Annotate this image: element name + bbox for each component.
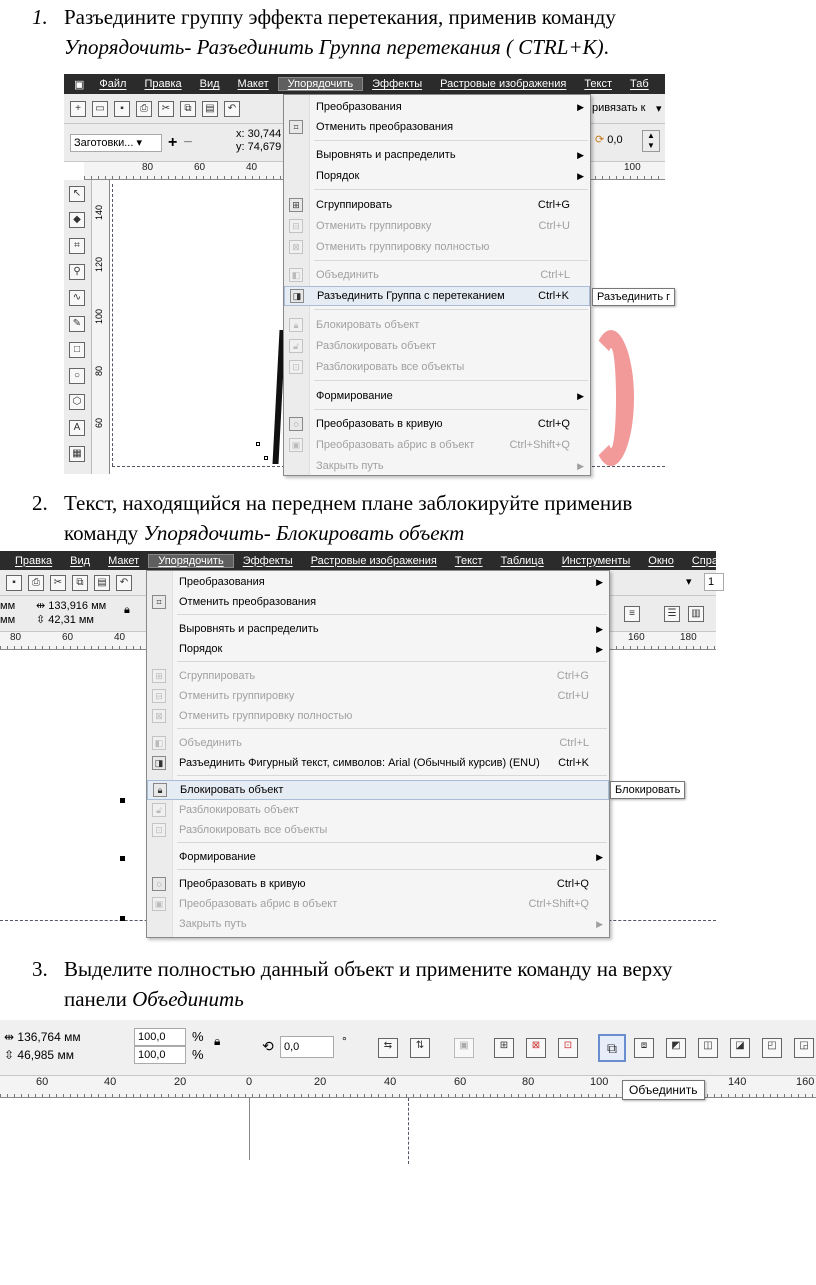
width-field[interactable] xyxy=(4,1028,81,1046)
height-icon: ⇳ xyxy=(4,1048,15,1062)
combine-icon[interactable]: ⧉ xyxy=(598,1034,626,1062)
ruler-label: 60 xyxy=(194,162,206,173)
print-icon[interactable]: ⎙ xyxy=(28,575,44,591)
screenshot-1 xyxy=(64,74,671,474)
copy-icon[interactable]: ⧉ xyxy=(180,101,196,117)
ruler-label: 0 xyxy=(246,1076,253,1088)
menu-item-label: Закрыть путь xyxy=(316,460,384,472)
group-icon: ⊞ xyxy=(152,669,166,683)
angle-field[interactable] xyxy=(595,133,623,146)
menu-item-label: Порядок xyxy=(316,170,360,182)
break-apart-icon: ◨ xyxy=(152,756,166,770)
width-icon: ⇹ xyxy=(4,1030,15,1044)
menu-item-close-path[interactable] xyxy=(147,914,609,934)
menu-item-break-apart[interactable] xyxy=(284,286,590,306)
shape-tool-icon[interactable]: ◆ xyxy=(69,212,85,228)
align-text-icon[interactable]: ≡ xyxy=(624,606,640,622)
screenshot-3 xyxy=(0,1012,816,1164)
ruler-label: 60 xyxy=(62,632,74,643)
height-field[interactable] xyxy=(36,613,106,627)
ruler-label: 80 xyxy=(10,632,22,643)
menu-item-label: Разблокировать объект xyxy=(179,804,299,816)
menu-item-label: Отменить группировку xyxy=(316,220,432,232)
menu-view[interactable]: Вид xyxy=(199,78,220,90)
width-icon: ⇹ xyxy=(36,600,46,612)
menu-shortcut: Ctrl+Shift+Q xyxy=(509,439,570,451)
menu-item-group[interactable] xyxy=(284,195,590,215)
ruler-label: 180 xyxy=(680,632,697,643)
chevron-down-icon[interactable]: ▾ xyxy=(686,576,692,588)
ruler-label: 80 xyxy=(142,162,154,173)
step-command: Упорядочить- Разъединить Группа перетекания ( CTRL+K) xyxy=(64,35,604,59)
clear-transform-icon: ⌗ xyxy=(289,120,303,134)
ruler-label: 60 xyxy=(36,1076,49,1088)
menu-item-label: Разъединить Фигурный текст, символов: Arial (Обычный курсив) (ENU) xyxy=(179,757,540,769)
open-icon[interactable]: ▭ xyxy=(92,101,108,117)
width-field[interactable] xyxy=(36,599,106,613)
menu-separator xyxy=(177,614,607,615)
menu-item-label: Разъединить Группа с перетеканием xyxy=(317,290,505,302)
menu-item-label: Объединить xyxy=(316,269,379,281)
menu-item-label: Выровнять и распределить xyxy=(316,149,456,161)
selection-handle[interactable] xyxy=(264,456,268,460)
step-3 xyxy=(32,954,792,1014)
lock-ratio-icon[interactable]: 🔒︎ xyxy=(214,1034,221,1048)
menu-item-transformations[interactable] xyxy=(284,97,590,117)
convert-curves-icon: ◌ xyxy=(152,877,166,891)
menu-separator xyxy=(314,309,588,310)
menu-layout[interactable]: Макет xyxy=(108,554,140,567)
columns-icon[interactable]: ▥ xyxy=(688,606,704,622)
scale-y-field[interactable]: 100,0 xyxy=(134,1046,186,1064)
vruler-label: 80 xyxy=(94,365,104,376)
menu-item-ungroup-all[interactable] xyxy=(147,706,609,726)
simplify-icon[interactable]: ◪ xyxy=(730,1038,750,1058)
menu-separator xyxy=(314,409,588,410)
trim-icon[interactable]: ◩ xyxy=(666,1038,686,1058)
menu-view[interactable]: Вид xyxy=(70,554,91,567)
menu-shortcut: Ctrl+L xyxy=(540,269,570,281)
menu-shortcut: Ctrl+G xyxy=(556,670,589,682)
intersect-icon[interactable]: ◫ xyxy=(698,1038,718,1058)
lock-icon: 🔒︎ xyxy=(153,783,167,797)
menu-shortcut: Ctrl+L xyxy=(559,737,589,749)
step-1 xyxy=(32,2,792,62)
menu-item-break-apart[interactable] xyxy=(147,753,609,773)
menu-edit[interactable]: Правка xyxy=(15,554,53,567)
menu-bitmaps[interactable]: Растровые изображения xyxy=(440,78,567,90)
undo-icon[interactable]: ↶ xyxy=(116,575,132,591)
scale-x-field[interactable]: 100,0 xyxy=(134,1028,186,1046)
step-text: Разъедините группу эффекта перетекания, применив команду xyxy=(64,5,616,29)
menu-item-label: Блокировать объект xyxy=(180,784,284,796)
clear-transform-icon: ⌗ xyxy=(152,595,166,609)
menu-item-label: Разблокировать все объекты xyxy=(179,824,328,836)
unlock-icon: 🔓︎ xyxy=(152,803,166,817)
step-2 xyxy=(32,488,792,548)
remove-preset-icon[interactable]: − xyxy=(183,133,193,151)
cut-icon[interactable]: ✂ xyxy=(50,575,66,591)
menu-item-ungroup[interactable] xyxy=(284,216,590,236)
vruler-label: 60 xyxy=(94,417,104,428)
lock-tooltip: Блокировать xyxy=(610,781,685,799)
menu-bitmaps[interactable]: Растровые изображения xyxy=(310,554,437,567)
ruler-label: 100 xyxy=(590,1076,609,1088)
snap-to-dropdown[interactable]: ривязать к xyxy=(592,102,646,114)
step-text: Текст, находящийся на переднем плане заблокируйте применив xyxy=(64,491,633,515)
front-minus-back-icon[interactable]: ◰ xyxy=(762,1038,782,1058)
break-apart-icon: ◨ xyxy=(290,289,304,303)
ruler-label: 40 xyxy=(384,1076,397,1088)
ungroup-all-icon: ⊠ xyxy=(152,709,166,723)
ungroup-icon[interactable]: ⊠ xyxy=(526,1038,546,1058)
step-command: Объединить xyxy=(132,987,244,1011)
toolbox xyxy=(64,180,92,474)
ungroup-all-icon[interactable]: ⊡ xyxy=(558,1038,578,1058)
menu-separator xyxy=(314,140,588,141)
menu-item-order[interactable] xyxy=(147,639,609,659)
ruler-label: 160 xyxy=(796,1076,815,1088)
arrange-menu xyxy=(283,94,591,476)
ruler-label: 40 xyxy=(114,632,126,643)
pick-tool-icon[interactable]: ↖ xyxy=(69,186,85,202)
menu-item-close-path[interactable] xyxy=(284,456,590,476)
percent-label: % xyxy=(192,1047,204,1062)
vruler-label: 120 xyxy=(94,256,104,272)
menu-file[interactable]: Файл xyxy=(99,78,127,90)
zoom-field[interactable]: 1 xyxy=(704,573,724,591)
selection-handle[interactable] xyxy=(256,442,260,446)
menu-item-label: Формирование xyxy=(179,851,256,863)
unlock-icon: 🔓︎ xyxy=(289,339,303,353)
menu-table[interactable]: Таб xyxy=(630,78,649,90)
combine-tooltip: Объединить xyxy=(622,1080,705,1100)
menu-item-clear-transformations[interactable] xyxy=(147,592,609,612)
save-icon[interactable]: ▪ xyxy=(114,101,130,117)
menu-item-label: Отменить преобразования xyxy=(316,121,454,133)
menu-item-lock[interactable] xyxy=(284,315,590,335)
degree-label: ° xyxy=(342,1034,347,1048)
presets-dropdown[interactable]: Заготовки... ▾ xyxy=(70,134,162,152)
new-icon[interactable]: + xyxy=(70,101,86,117)
menu-item-combine[interactable] xyxy=(147,733,609,753)
menu-shortcut: Ctrl+K xyxy=(538,290,569,302)
x-coordinate[interactable]: x: 30,744 xyxy=(236,128,282,140)
menu-item-ungroup[interactable] xyxy=(147,686,609,706)
rotation-icon: ⟲ xyxy=(262,1038,274,1054)
ruler-label: 20 xyxy=(174,1076,187,1088)
menu-item-transformations[interactable] xyxy=(147,572,609,592)
angle-icon: ⟳ xyxy=(595,134,605,146)
menu-separator xyxy=(177,728,607,729)
width-unit: мм xyxy=(0,600,16,612)
vertical-ruler xyxy=(92,180,110,474)
menu-separator xyxy=(177,661,607,662)
group-icon: ⊞ xyxy=(289,198,303,212)
height-value: 46,985 мм xyxy=(17,1048,74,1062)
ruler-label: 160 xyxy=(628,632,645,643)
height-icon: ⇳ xyxy=(36,614,46,626)
menu-shortcut: Ctrl+U xyxy=(538,220,570,232)
menu-item-label: Отменить группировку полностью xyxy=(316,241,490,253)
drawing-canvas[interactable] xyxy=(0,1098,816,1164)
rotation-field[interactable]: 0,0 xyxy=(280,1036,334,1058)
menu-item-convert-to-curves[interactable] xyxy=(284,414,590,434)
bullet-list-icon[interactable]: ☰ xyxy=(664,606,680,622)
menu-separator xyxy=(314,380,588,381)
menu-item-label: Отменить группировку xyxy=(179,690,295,702)
menu-item-label: Разблокировать все объекты xyxy=(316,361,465,373)
menu-effects[interactable]: Эффекты xyxy=(242,554,293,567)
menu-item-label: Отменить преобразования xyxy=(179,596,317,608)
menu-shortcut: Ctrl+K xyxy=(558,757,589,769)
mirror-vertical-icon[interactable]: ⇅ xyxy=(410,1038,430,1058)
step-text-end: . xyxy=(603,35,609,59)
ruler-label: 40 xyxy=(246,162,258,173)
break-apart-tooltip: Разъединить г xyxy=(592,288,675,306)
menu-tools[interactable]: Инструменты xyxy=(561,554,631,567)
menu-item-label: Преобразовать абрис в объект xyxy=(179,898,338,910)
outline-object-icon: ▣ xyxy=(152,897,166,911)
rectangle-tool-icon[interactable]: □ xyxy=(69,342,85,358)
mirror-horizontal-icon[interactable]: ⇆ xyxy=(378,1038,398,1058)
smart-fill-icon[interactable]: ✎ xyxy=(69,316,85,332)
ruler-label: 140 xyxy=(728,1076,747,1088)
combine-icon: ◧ xyxy=(152,736,166,750)
angle-spinner[interactable]: ▲ ▼ xyxy=(642,130,660,152)
menu-item-label: Порядок xyxy=(179,643,223,655)
step-number: 1. xyxy=(32,5,48,29)
screenshot-2 xyxy=(0,551,724,941)
add-preset-icon[interactable]: + xyxy=(168,133,178,151)
menu-window[interactable]: Окно xyxy=(648,554,674,567)
menu-item-unlock[interactable] xyxy=(147,800,609,820)
lock-icon: 🔒︎ xyxy=(289,318,303,332)
paste-icon[interactable]: ▤ xyxy=(202,101,218,117)
percent-label: % xyxy=(192,1029,204,1044)
vruler-label: 140 xyxy=(94,204,104,220)
cut-icon[interactable]: ✂ xyxy=(158,101,174,117)
polygon-tool-icon[interactable]: ⬡ xyxy=(69,394,85,410)
menu-item-group[interactable] xyxy=(147,666,609,686)
menu-item-unlock-all[interactable] xyxy=(284,357,590,377)
height-unit: мм xyxy=(0,614,16,626)
menu-item-label: Преобразования xyxy=(179,576,265,588)
menu-item-label: Закрыть путь xyxy=(179,918,247,930)
menu-separator xyxy=(177,775,607,776)
menu-separator xyxy=(177,842,607,843)
blend-shape-pink xyxy=(588,330,634,466)
menu-arrange[interactable]: Упорядочить xyxy=(148,554,233,568)
submenu-arrow-icon: ▶ xyxy=(577,390,584,401)
ruler-label: 20 xyxy=(314,1076,327,1088)
menu-item-outline-to-object[interactable] xyxy=(284,435,590,455)
step-number: 3. xyxy=(32,957,48,981)
menu-item-shaping[interactable] xyxy=(284,386,590,406)
menu-item-label: Объединить xyxy=(179,737,242,749)
ungroup-all-icon: ⊠ xyxy=(289,240,303,254)
submenu-arrow-icon: ▶ xyxy=(596,918,603,929)
menu-bar xyxy=(0,551,724,570)
menu-separator xyxy=(177,869,607,870)
menu-item-order[interactable] xyxy=(284,166,590,186)
menu-item-label: Преобразовать в кривую xyxy=(316,418,443,430)
menu-item-align-distribute[interactable] xyxy=(284,145,590,165)
menu-separator xyxy=(314,189,588,190)
menu-table[interactable]: Таблица xyxy=(500,554,544,567)
print-icon[interactable]: ⎙ xyxy=(136,101,152,117)
menu-item-clear-transformations[interactable] xyxy=(284,117,590,137)
menu-effects[interactable]: Эффекты xyxy=(372,78,423,90)
unlock-all-icon: ⊡ xyxy=(289,360,303,374)
table-tool-icon[interactable]: ▦ xyxy=(69,446,85,462)
submenu-arrow-icon: ▶ xyxy=(577,101,584,112)
text-tool-icon[interactable]: A xyxy=(69,420,85,436)
menu-text[interactable]: Текст xyxy=(454,554,483,567)
menu-item-outline-to-object[interactable] xyxy=(147,894,609,914)
menu-edit[interactable]: Правка xyxy=(144,78,182,90)
zoom-tool-icon[interactable]: ⚲ xyxy=(69,264,85,280)
menu-shortcut: Ctrl+Shift+Q xyxy=(528,898,589,910)
menu-item-unlock-all[interactable] xyxy=(147,820,609,840)
menu-item-label: Сгруппировать xyxy=(316,199,393,211)
page-guide-line xyxy=(249,1098,250,1160)
menu-shortcut: Ctrl+Q xyxy=(556,878,589,890)
menu-bar: ▣ Файл Правка Вид Макет Упорядочить Эффекты Растровые изображения Текст Таб xyxy=(64,74,665,94)
selection-handle[interactable] xyxy=(120,798,125,803)
freehand-tool-icon[interactable]: ∿ xyxy=(69,290,85,306)
paste-icon[interactable]: ▤ xyxy=(94,575,110,591)
menu-item-label: Преобразовать абрис в объект xyxy=(316,439,475,451)
ruler-label: 80 xyxy=(522,1076,535,1088)
submenu-arrow-icon: ▶ xyxy=(596,623,603,634)
menu-help[interactable]: Справ xyxy=(691,554,724,567)
y-coordinate[interactable]: y: 74,679 xyxy=(236,141,282,153)
step-text: Выделите полностью данный объект и примените команду на верху xyxy=(64,957,673,981)
combine-icon: ◧ xyxy=(289,268,303,282)
step-text-prefix: панели xyxy=(64,987,133,1011)
menu-item-combine[interactable] xyxy=(284,265,590,285)
menu-separator xyxy=(314,260,588,261)
selection-handle[interactable] xyxy=(120,856,125,861)
width-value: 136,764 мм xyxy=(17,1030,81,1044)
outline-object-icon: ▣ xyxy=(289,438,303,452)
menu-item-label: Отменить группировку полностью xyxy=(179,710,353,722)
step-number: 2. xyxy=(32,491,48,515)
ungroup-icon: ⊟ xyxy=(289,219,303,233)
submenu-arrow-icon: ▶ xyxy=(577,149,584,160)
menu-item-label: Выровнять и распределить xyxy=(179,623,319,635)
save-icon[interactable]: ▪ xyxy=(6,575,22,591)
presets-label: Заготовки... xyxy=(74,136,134,149)
menu-item-label: Преобразования xyxy=(316,101,402,113)
menu-item-label: Сгруппировать xyxy=(179,670,256,682)
submenu-arrow-icon: ▶ xyxy=(596,851,603,862)
submenu-arrow-icon: ▶ xyxy=(596,576,603,587)
ruler-label: 60 xyxy=(454,1076,467,1088)
weld-icon[interactable]: ⧈ xyxy=(634,1038,654,1058)
menu-item-label: Формирование xyxy=(316,390,393,402)
vruler-label: 100 xyxy=(94,308,104,324)
copy-icon[interactable]: ⧉ xyxy=(72,575,88,591)
menu-item-label: Разблокировать объект xyxy=(316,340,436,352)
submenu-arrow-icon: ▶ xyxy=(577,170,584,181)
menu-item-ungroup-all[interactable] xyxy=(284,237,590,257)
angle-value: 0,0 xyxy=(607,134,623,146)
menu-item-label: Преобразовать в кривую xyxy=(179,878,306,890)
menu-arrange[interactable]: Упорядочить xyxy=(278,77,363,91)
ruler-label: 100 xyxy=(624,162,641,173)
arrange-menu xyxy=(146,570,610,938)
menu-shortcut: Ctrl+U xyxy=(557,690,589,702)
menu-item-unlock[interactable] xyxy=(284,336,590,356)
crop-tool-icon[interactable]: ⌗ xyxy=(69,238,85,254)
menu-shortcut: Ctrl+Q xyxy=(537,418,570,430)
convert-curves-icon: ◌ xyxy=(289,417,303,431)
back-minus-front-icon[interactable]: ◲ xyxy=(794,1038,814,1058)
submenu-arrow-icon: ▶ xyxy=(577,460,584,471)
chevron-down-icon[interactable]: ▾ xyxy=(656,103,662,115)
page-border xyxy=(112,184,113,466)
align-icon[interactable]: ▣ xyxy=(454,1038,474,1058)
group-icon[interactable]: ⊞ xyxy=(494,1038,514,1058)
menu-item-convert-to-curves[interactable] xyxy=(147,874,609,894)
selection-handle[interactable] xyxy=(120,916,125,921)
property-bar xyxy=(0,1020,816,1076)
menu-item-align-distribute[interactable] xyxy=(147,619,609,639)
menu-text[interactable]: Текст xyxy=(584,78,613,90)
ellipse-tool-icon[interactable]: ○ xyxy=(69,368,85,384)
step-command: Упорядочить- Блокировать объект xyxy=(143,521,465,545)
menu-layout[interactable]: Макет xyxy=(237,78,269,90)
menu-shortcut: Ctrl+G xyxy=(537,199,570,211)
ungroup-icon: ⊟ xyxy=(152,689,166,703)
page-border xyxy=(408,1098,409,1164)
ruler-label: 40 xyxy=(104,1076,117,1088)
menu-item-lock[interactable] xyxy=(147,780,609,800)
height-value: 42,31 мм xyxy=(48,614,94,626)
lock-ratio-icon[interactable]: 🔒︎ xyxy=(124,604,130,616)
menu-item-label: Блокировать объект xyxy=(316,319,420,331)
menu-item-shaping[interactable] xyxy=(147,847,609,867)
width-value: 133,916 мм xyxy=(48,600,107,612)
height-field[interactable] xyxy=(4,1046,81,1064)
undo-icon[interactable]: ↶ xyxy=(224,101,240,117)
submenu-arrow-icon: ▶ xyxy=(596,643,603,654)
step-text-prefix: команду xyxy=(64,521,144,545)
unlock-all-icon: ⊡ xyxy=(152,823,166,837)
